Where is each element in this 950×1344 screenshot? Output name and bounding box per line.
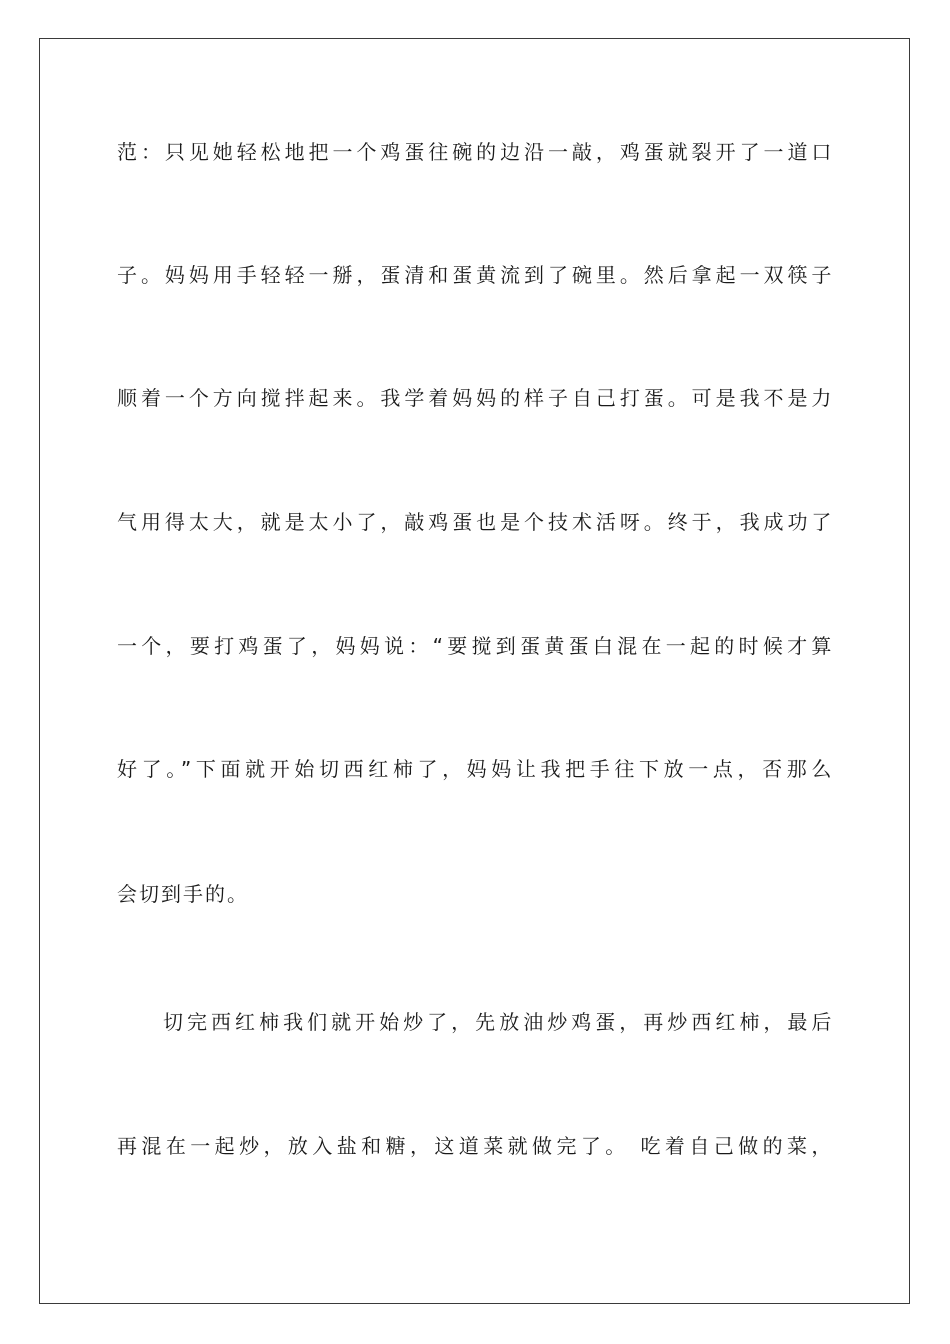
paragraph-line-2: 子。妈妈用手轻轻一掰，蛋清和蛋黄流到了碗里。然后拿起一双筷子 bbox=[117, 263, 833, 287]
page-frame bbox=[39, 38, 910, 1304]
paragraph-line-1: 范：只见她轻松地把一个鸡蛋往碗的边沿一敲，鸡蛋就裂开了一道口 bbox=[117, 140, 833, 164]
paragraph-line-7: 会切到手的。 bbox=[117, 882, 249, 906]
paragraph-line-3: 顺着一个方向搅拌起来。我学着妈妈的样子自己打蛋。可是我不是力 bbox=[117, 386, 833, 410]
paragraph-line-4: 气用得太大，就是太小了，敲鸡蛋也是个技术活呀。终于，我成功了 bbox=[117, 510, 833, 534]
paragraph-line-6: 好了。”下面就开始切西红柿了，妈妈让我把手往下放一点，否那么 bbox=[117, 757, 833, 781]
paragraph-line-5: 一个，要打鸡蛋了，妈妈说：“要搅到蛋黄蛋白混在一起的时候才算 bbox=[117, 634, 833, 658]
paragraph-line-9: 再混在一起炒，放入盐和糖，这道菜就做完了。 吃着自己做的菜， bbox=[117, 1134, 833, 1158]
paragraph-line-8: 切完西红柿我们就开始炒了，先放油炒鸡蛋，再炒西红柿，最后 bbox=[163, 1010, 833, 1034]
